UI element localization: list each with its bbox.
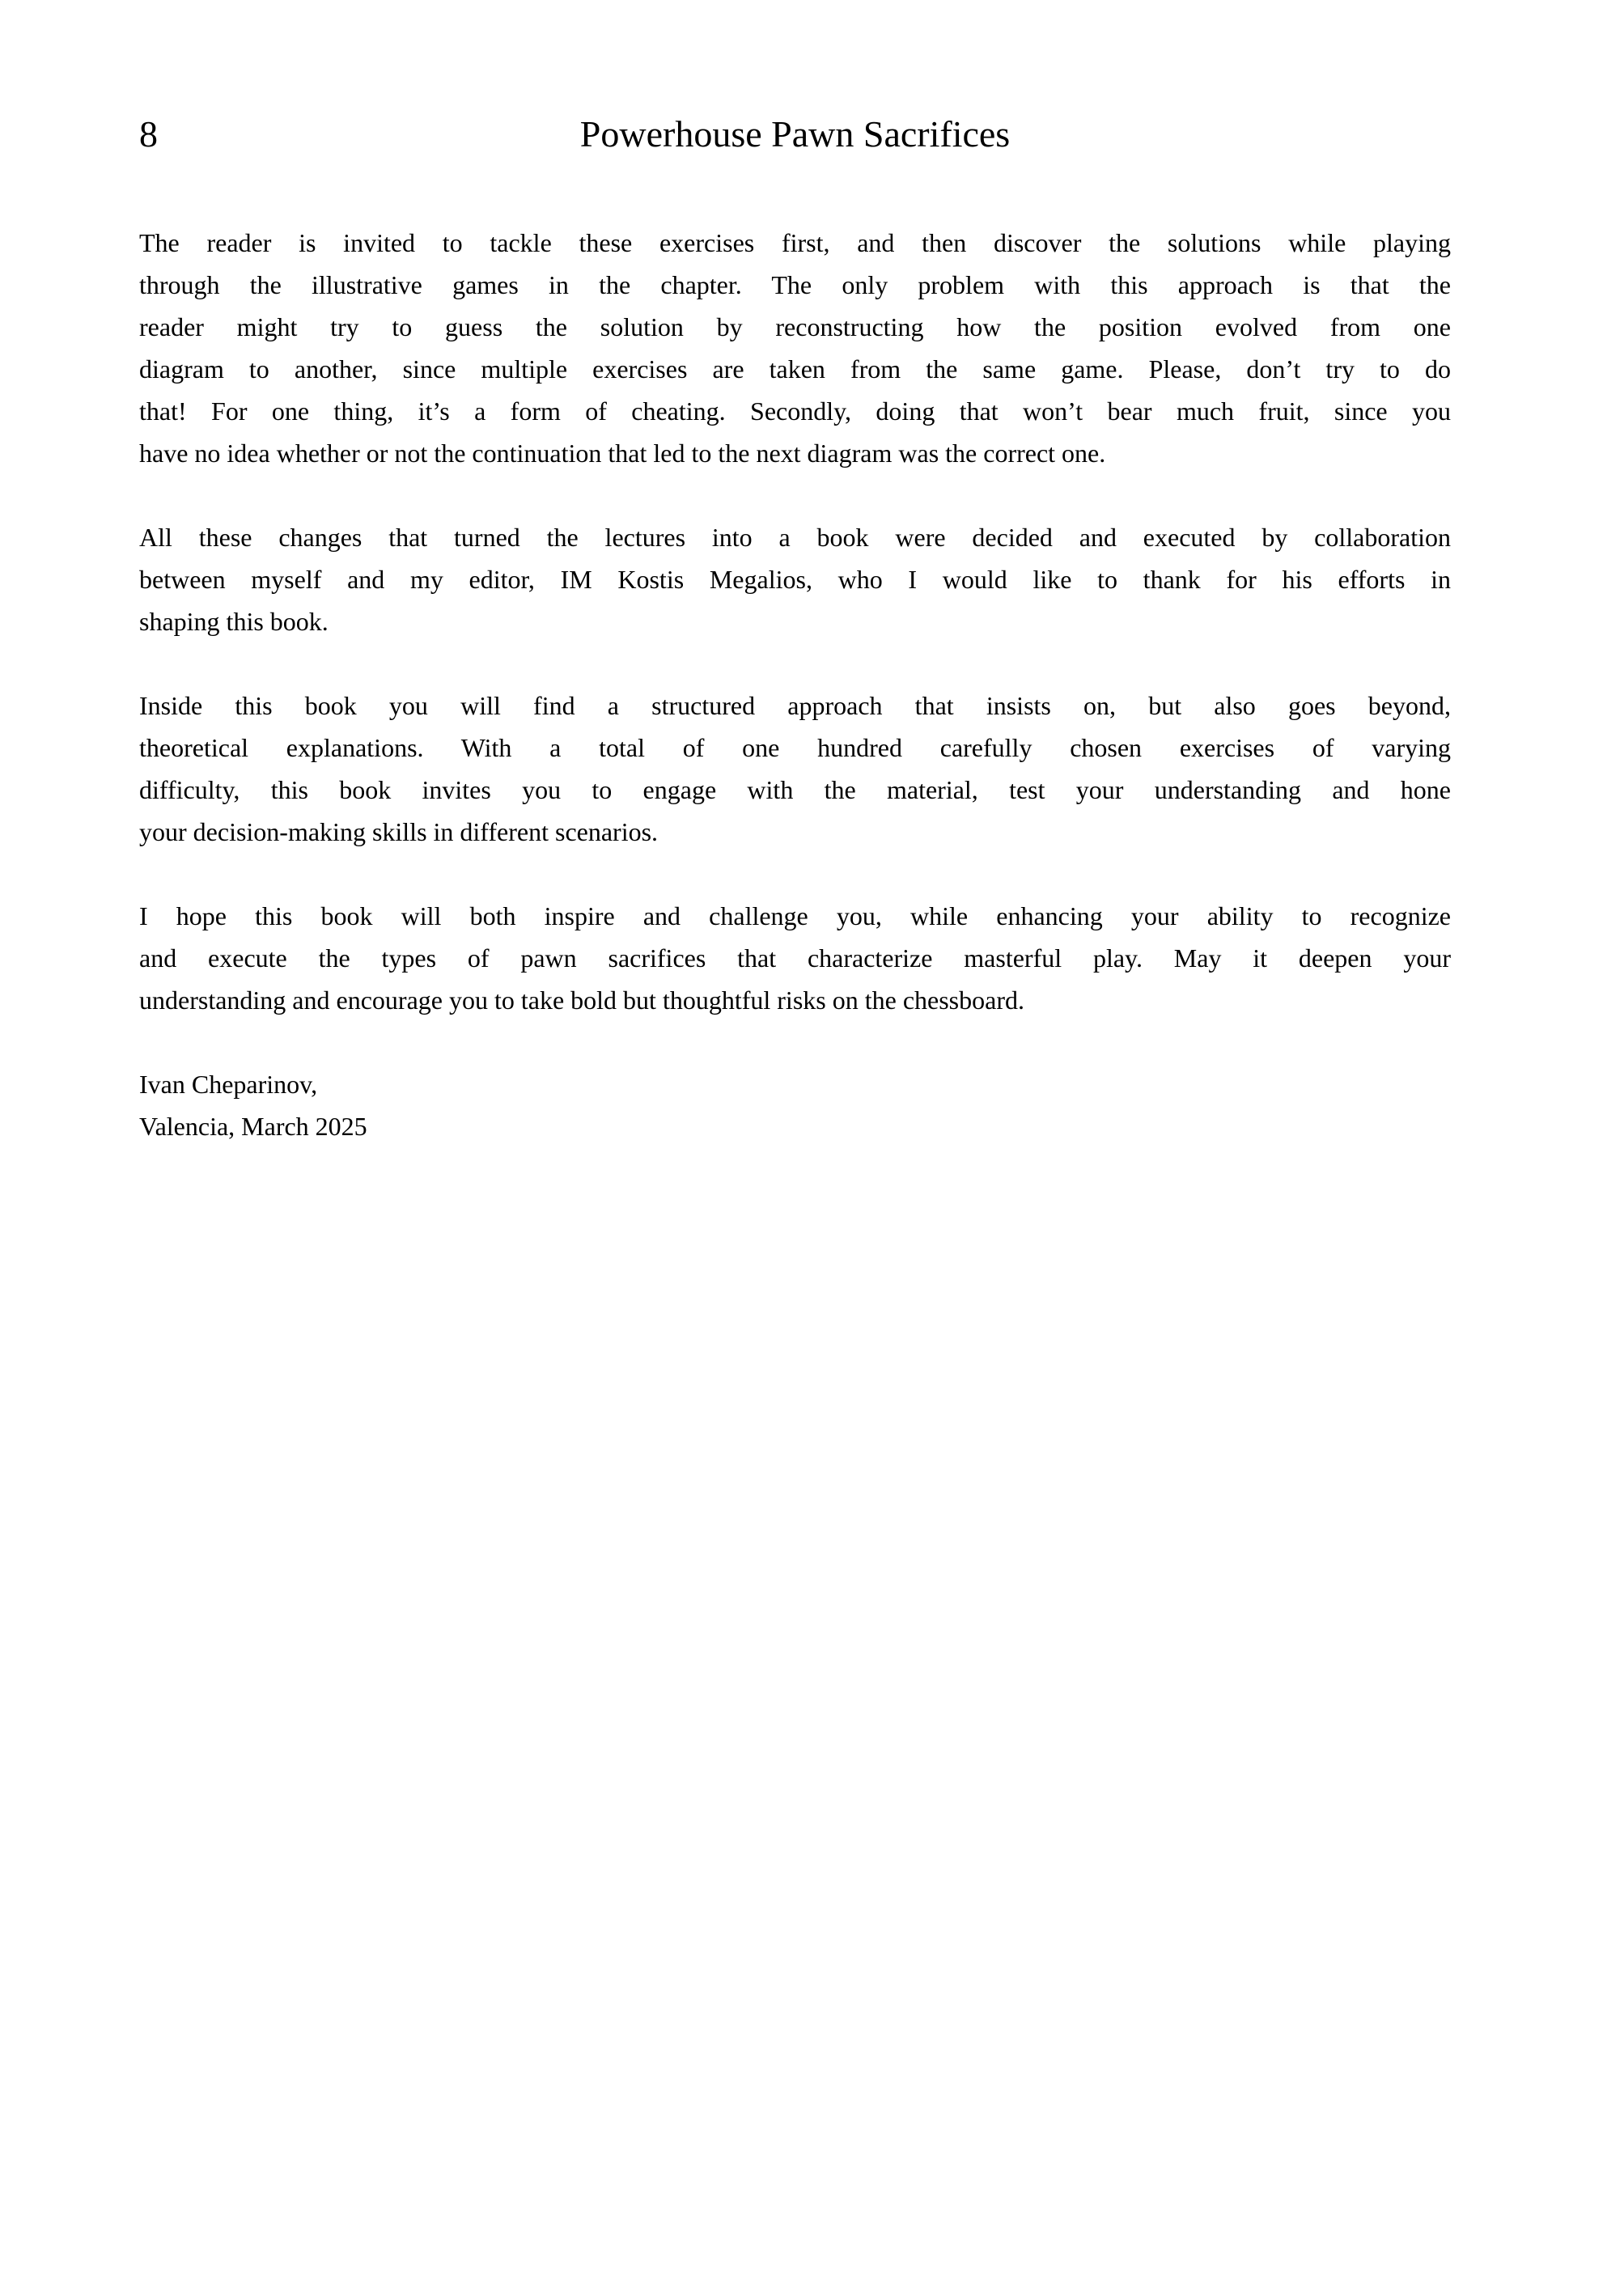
text-line: between myself and my editor, IM Kostis Megalios, who I would like to thank for his efforts in	[139, 565, 1451, 594]
text-line: reader might try to guess the solution by reconstructing how the position evolved from one	[139, 312, 1451, 341]
signature	[139, 1063, 1451, 1147]
page-number: 8	[139, 113, 158, 155]
text-line: understanding and encourage you to take bold but thoughtful risks on the chessboard.	[139, 985, 1024, 1015]
text-line: diagram to another, since multiple exercises are taken from the same game. Please, don’t try to do	[139, 354, 1451, 384]
text-line: shaping this book.	[139, 607, 329, 636]
text-line: The reader is invited to tackle these exercises first, and then discover the solutions while playing	[139, 228, 1451, 257]
paragraph	[139, 516, 1451, 642]
text-line: have no idea whether or not the continuation that led to the next diagram was the correct one.	[139, 439, 1106, 468]
signature-line: Valencia, March 2025	[139, 1112, 367, 1141]
text-line: theoretical explanations. With a total of one hundred carefully chosen exercises of varying	[139, 733, 1451, 762]
paragraph	[139, 685, 1451, 853]
text-line: difficulty, this book invites you to engage with the material, test your understanding and hone	[139, 775, 1451, 804]
text-line: and execute the types of pawn sacrifices that characterize masterful play. May it deepen your	[139, 943, 1451, 973]
text-line: Inside this book you will find a structured approach that insists on, but also goes beyond,	[139, 691, 1451, 720]
text-line: I hope this book will both inspire and challenge you, while enhancing your ability to recognize	[139, 901, 1451, 930]
running-head	[139, 113, 1451, 155]
paragraph	[139, 222, 1451, 474]
text-line: your decision-making skills in different scenarios.	[139, 817, 659, 846]
signature-line: Ivan Cheparinov,	[139, 1070, 318, 1099]
paragraph	[139, 895, 1451, 1021]
running-head-title: Powerhouse Pawn Sacrifices	[579, 113, 1011, 155]
text-line: that! For one thing, it’s a form of cheating. Secondly, doing that won’t bear much fruit, since you	[139, 396, 1451, 426]
text-line: All these changes that turned the lectures into a book were decided and executed by collaboration	[139, 523, 1451, 552]
text-line: through the illustrative games in the chapter. The only problem with this approach is that the	[139, 270, 1451, 299]
body-text	[139, 222, 1451, 1147]
